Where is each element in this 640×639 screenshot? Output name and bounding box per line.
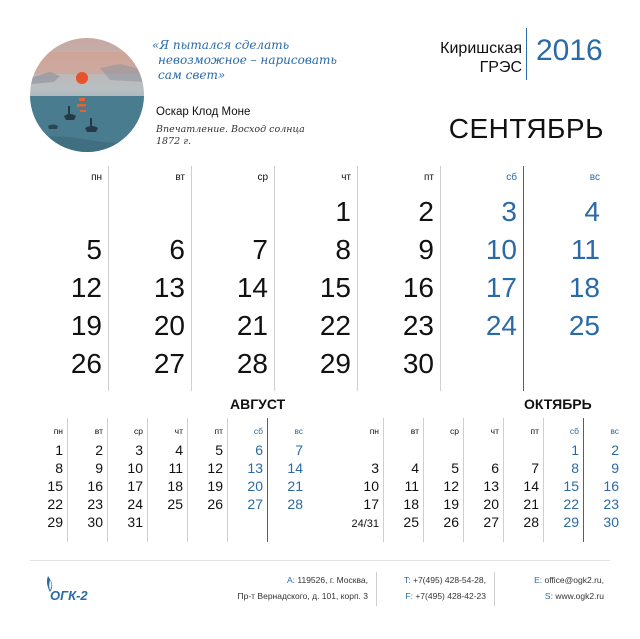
day-cell: 13 xyxy=(247,460,263,476)
day-cell: 23 xyxy=(402,310,434,341)
day-cell: 9 xyxy=(95,460,103,476)
day-cell: 13 xyxy=(483,478,499,494)
artist-name: Оскар Клод Моне xyxy=(156,106,251,118)
day-cell: 6 xyxy=(491,460,499,476)
weekday-label: пт xyxy=(214,426,223,436)
day-cell: 28 xyxy=(287,496,303,512)
weekday-label: вс xyxy=(294,426,303,436)
site-label: S: xyxy=(544,591,553,601)
day-cell: 11 xyxy=(570,234,600,265)
day-cell: 12 xyxy=(443,478,459,494)
company-name xyxy=(440,39,522,77)
weekday-label: вт xyxy=(94,426,103,436)
day-cell: 13 xyxy=(153,272,185,303)
day-cell: 18 xyxy=(568,272,600,303)
weekday-label: пт xyxy=(530,426,539,436)
day-cell: 24 xyxy=(127,496,143,512)
tel-number: +7(495) 428-54-28, xyxy=(412,575,486,585)
weekday-label: чт xyxy=(490,426,499,436)
weekday-label: сб xyxy=(506,172,517,183)
day-cell: 27 xyxy=(483,514,499,530)
email-link[interactable]: office@ogk2.ru, xyxy=(544,575,604,585)
day-cell: 8 xyxy=(571,460,579,476)
day-cell: 16 xyxy=(87,478,103,494)
day-cell: 29 xyxy=(319,348,351,379)
day-cell: 7 xyxy=(295,442,303,458)
weekday-label: ср xyxy=(450,426,459,436)
day-cell: 20 xyxy=(247,478,263,494)
fax-label: F: xyxy=(405,591,413,601)
day-cell: 29 xyxy=(47,514,63,530)
footer-separator xyxy=(494,572,495,606)
day-cell: 8 xyxy=(55,460,63,476)
header-divider xyxy=(526,28,527,80)
footer-phones xyxy=(404,572,486,604)
day-cell: 31 xyxy=(127,514,143,530)
day-cell: 3 xyxy=(501,196,517,227)
day-cell: 4 xyxy=(175,442,183,458)
weekday-label: вс xyxy=(589,172,600,183)
prev-month-title: АВГУСТ xyxy=(230,396,286,412)
day-cell: 28 xyxy=(236,348,268,379)
day-cell: 30 xyxy=(87,514,103,530)
day-cell: 17 xyxy=(127,478,143,494)
day-cell: 21 xyxy=(287,478,303,494)
day-cell: 2 xyxy=(95,442,103,458)
day-cell: 14 xyxy=(236,272,268,303)
day-cell: 12 xyxy=(207,460,223,476)
day-cell: 25 xyxy=(167,496,183,512)
weekday-label: вт xyxy=(410,426,419,436)
weekday-label: чт xyxy=(174,426,183,436)
weekday-label: пн xyxy=(369,426,379,436)
day-cell: 6 xyxy=(255,442,263,458)
day-cell: 2 xyxy=(418,196,434,227)
email-label: E: xyxy=(534,575,543,585)
address-line1: 119526, г. Москва, xyxy=(297,575,368,585)
day-cell: 22 xyxy=(319,310,351,341)
footer-divider xyxy=(30,560,610,561)
day-cell: 18 xyxy=(403,496,419,512)
day-cell: 9 xyxy=(611,460,619,476)
footer-separator xyxy=(376,572,377,606)
day-cell: 10 xyxy=(363,478,379,494)
month-title: СЕНТЯБРЬ xyxy=(448,113,604,144)
day-cell: 2 xyxy=(611,442,619,458)
day-cell: 18 xyxy=(167,478,183,494)
weekday-label: ср xyxy=(257,172,268,183)
weekday-label: вс xyxy=(610,426,619,436)
artwork-title: Впечатление. Восход солнца xyxy=(156,124,305,135)
day-cell: 14 xyxy=(287,460,303,476)
day-cell: 17 xyxy=(363,496,379,512)
company-line: Киришская xyxy=(440,40,522,57)
day-cell: 7 xyxy=(531,460,539,476)
day-cell: 11 xyxy=(404,478,419,494)
day-cell: 17 xyxy=(485,272,517,303)
day-cell: 23 xyxy=(87,496,103,512)
weekday-label: пн xyxy=(91,172,102,183)
monet-painting xyxy=(30,38,144,152)
day-cell: 14 xyxy=(523,478,539,494)
day-cell: 26 xyxy=(443,514,459,530)
quote-line: «Я пытался сделать xyxy=(152,38,290,52)
day-cell: 15 xyxy=(563,478,579,494)
company-line: ГРЭС xyxy=(479,59,522,76)
day-cell: 19 xyxy=(207,478,223,494)
day-cell: 23 xyxy=(603,496,619,512)
day-cell: 26 xyxy=(207,496,223,512)
quote-line: сам свет» xyxy=(158,68,226,82)
day-cell: 10 xyxy=(127,460,143,476)
website-link[interactable]: www.ogk2.ru xyxy=(555,591,604,601)
day-cell: 28 xyxy=(523,514,539,530)
day-cell: 22 xyxy=(563,496,579,512)
weekday-label: чт xyxy=(341,172,351,183)
day-cell: 4 xyxy=(584,196,600,227)
logo-text: ОГК-2 xyxy=(50,588,88,603)
day-cell: 29 xyxy=(563,514,579,530)
weekday-label: сб xyxy=(569,426,579,436)
day-cell: 1 xyxy=(335,196,351,227)
day-cell: 11 xyxy=(168,460,183,476)
day-cell: 8 xyxy=(335,234,351,265)
address-label: А: xyxy=(286,575,295,585)
day-cell: 19 xyxy=(443,496,459,512)
day-cell: 6 xyxy=(169,234,185,265)
weekday-label: пт xyxy=(424,172,434,183)
day-cell: 22 xyxy=(47,496,63,512)
day-cell: 20 xyxy=(483,496,499,512)
day-cell: 27 xyxy=(247,496,263,512)
day-cell: 15 xyxy=(47,478,63,494)
footer-contacts xyxy=(534,572,604,604)
day-cell: 27 xyxy=(153,348,185,379)
day-cell: 7 xyxy=(252,234,268,265)
day-cell: 25 xyxy=(568,310,600,341)
day-cell: 26 xyxy=(70,348,102,379)
day-cell: 24 xyxy=(485,310,517,341)
next-month-title: ОКТЯБРЬ xyxy=(524,396,592,412)
day-cell: 16 xyxy=(402,272,434,303)
day-cell: 25 xyxy=(403,514,419,530)
day-cell: 21 xyxy=(523,496,539,512)
artwork-caption xyxy=(156,124,305,148)
day-cell: 30 xyxy=(402,348,434,379)
quote xyxy=(152,38,342,83)
day-cell: 15 xyxy=(319,272,351,303)
day-cell: 10 xyxy=(485,234,517,265)
day-cell: 1 xyxy=(55,442,63,458)
day-cell: 9 xyxy=(418,234,434,265)
weekday-label: пн xyxy=(53,426,63,436)
tel-label: T: xyxy=(403,575,411,585)
day-cell: 3 xyxy=(135,442,143,458)
weekday-label: сб xyxy=(253,426,263,436)
day-cell: 5 xyxy=(451,460,459,476)
weekday-label: вт xyxy=(175,172,185,183)
day-cell: 12 xyxy=(70,272,102,303)
weekday-label: ср xyxy=(134,426,143,436)
day-cell: 21 xyxy=(236,310,268,341)
fax-number: +7(495) 428-42-23 xyxy=(415,591,486,601)
quote-line: невозможное – нарисовать xyxy=(158,53,337,67)
day-cell: 24/31 xyxy=(351,518,379,530)
day-cell: 4 xyxy=(411,460,419,476)
day-cell: 19 xyxy=(70,310,102,341)
address-line2: Пр-т Вернадского, д. 101, корп. 3 xyxy=(237,591,368,601)
artwork-year: 1872 г. xyxy=(156,136,192,147)
day-cell: 1 xyxy=(571,442,579,458)
day-cell: 5 xyxy=(86,234,102,265)
day-cell: 5 xyxy=(215,442,223,458)
footer-address xyxy=(238,572,369,604)
day-cell: 20 xyxy=(153,310,185,341)
day-cell: 16 xyxy=(603,478,619,494)
year: 2016 xyxy=(536,34,603,67)
day-cell: 3 xyxy=(371,460,379,476)
day-cell: 30 xyxy=(603,514,619,530)
